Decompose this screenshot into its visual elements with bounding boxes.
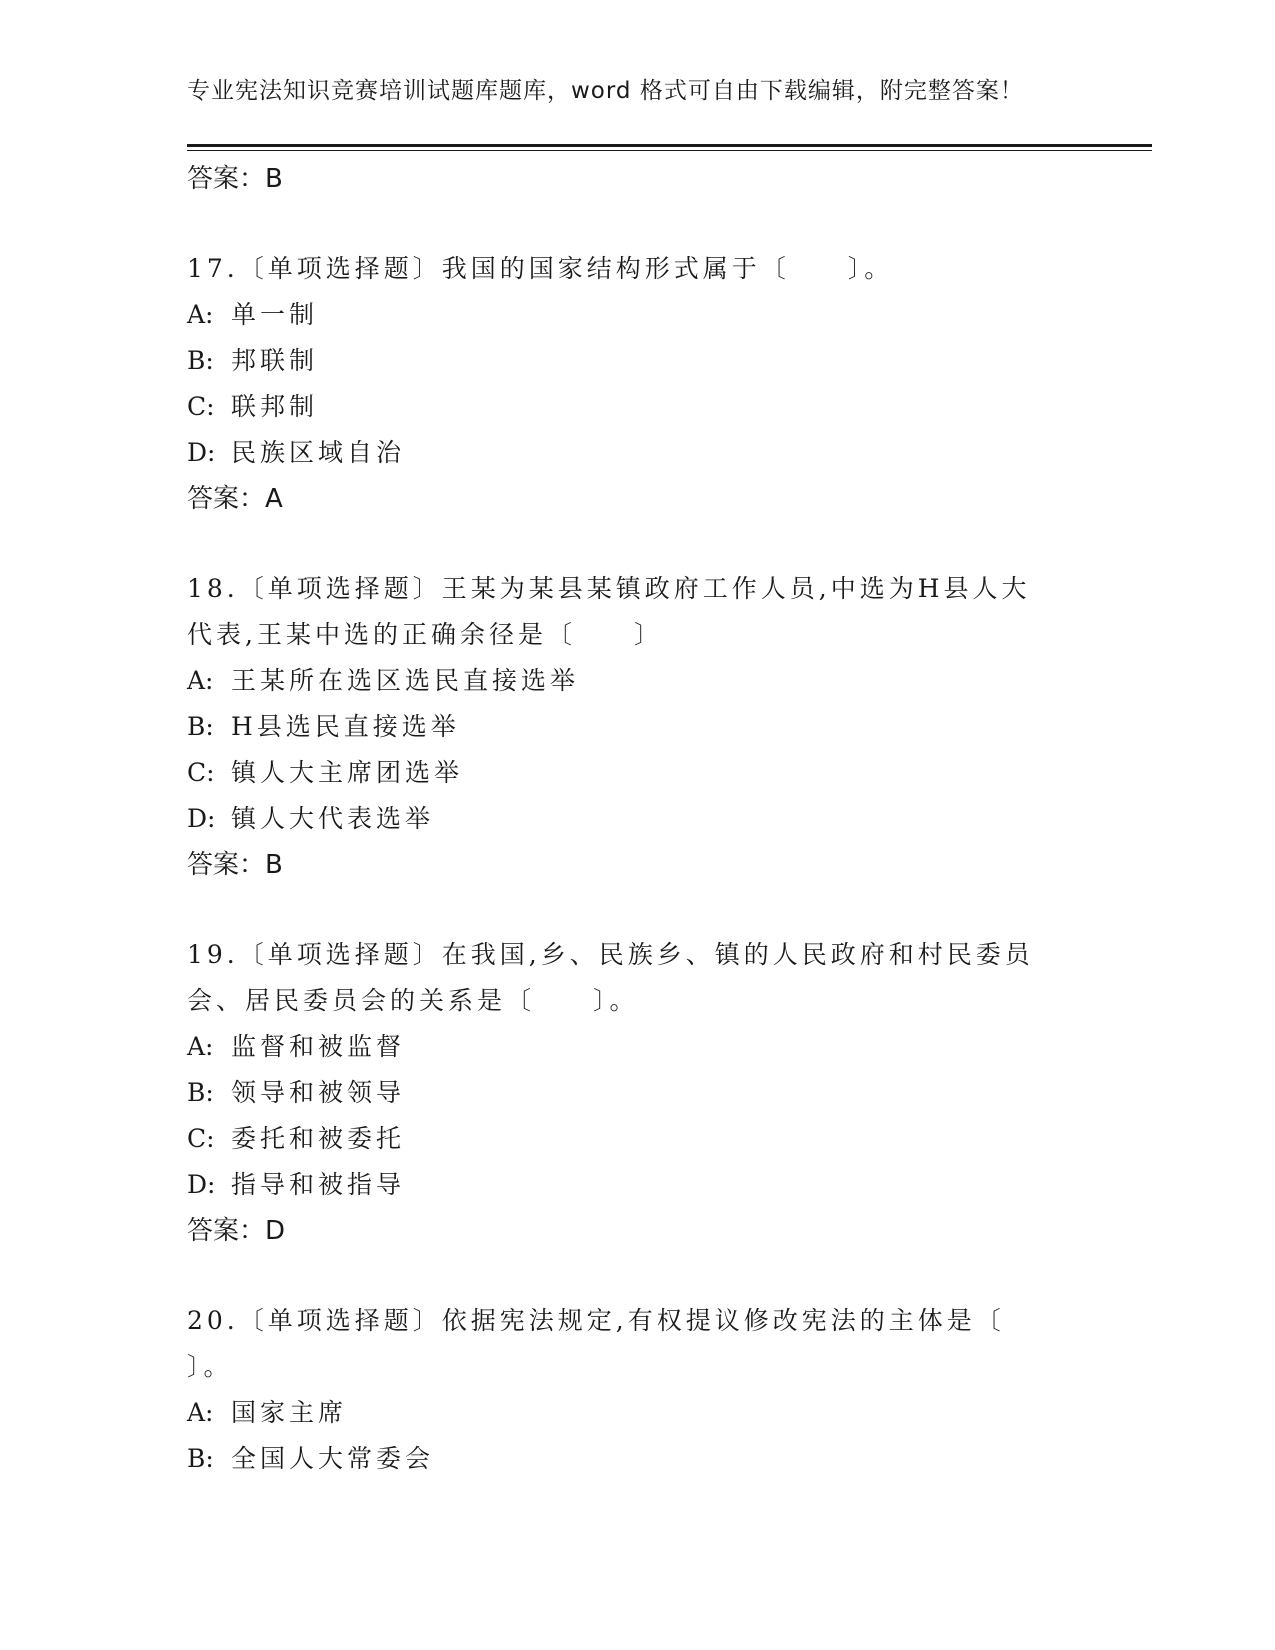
option-letter: A: xyxy=(187,1398,214,1427)
question-list xyxy=(187,156,1087,1482)
option-d xyxy=(187,430,1087,476)
option-letter: B: xyxy=(187,1078,214,1107)
option-b xyxy=(187,1070,1087,1116)
option-letter: D: xyxy=(187,438,216,467)
option-text: 国家主席 xyxy=(231,1398,348,1427)
option-letter: B: xyxy=(187,712,214,741)
option-a xyxy=(187,292,1087,338)
option-text: 镇人大主席团选举 xyxy=(231,758,464,787)
question-block xyxy=(187,566,1087,888)
answer-line: 答案：B xyxy=(187,850,283,880)
option-c xyxy=(187,1116,1087,1162)
question-stem: 19.〔单项选择题〕在我国,乡、民族乡、镇的人民政府和村民委员会、居民委员会的关系是〔 〕。 xyxy=(187,940,1034,1015)
question-block xyxy=(187,932,1087,1254)
option-text: 委托和被委托 xyxy=(231,1124,406,1153)
option-b xyxy=(187,1436,1087,1482)
option-letter: C: xyxy=(187,392,215,421)
option-text: 领导和被领导 xyxy=(231,1078,406,1107)
option-d xyxy=(187,1162,1087,1208)
answer-line: 答案：A xyxy=(187,484,283,514)
option-letter: B: xyxy=(187,346,214,375)
question-stem: 18.〔单项选择题〕王某为某县某镇政府工作人员,中选为H县人大代表,王某中选的正确余径是〔 〕 xyxy=(187,574,1031,649)
option-text: 监督和被监督 xyxy=(231,1032,406,1061)
option-a xyxy=(187,1024,1087,1070)
header-rule-thick xyxy=(187,144,1152,147)
question-block xyxy=(187,1298,1087,1482)
option-letter: C: xyxy=(187,1124,215,1153)
option-text: 全国人大常委会 xyxy=(231,1444,435,1473)
option-text: 王某所在选区选民直接选举 xyxy=(231,666,580,695)
option-letter: D: xyxy=(187,804,216,833)
option-text: 指导和被指导 xyxy=(231,1170,406,1199)
option-letter: A: xyxy=(187,300,214,329)
question-block xyxy=(187,246,1087,522)
question-stem: 17.〔单项选择题〕我国的国家结构形式属于〔 〕。 xyxy=(187,254,894,283)
question-stem: 20.〔单项选择题〕依据宪法规定,有权提议修改宪法的主体是〔 〕。 xyxy=(187,1306,1063,1381)
option-c xyxy=(187,384,1087,430)
option-text: 镇人大代表选举 xyxy=(231,804,435,833)
option-text: 单一制 xyxy=(231,300,319,329)
option-c xyxy=(187,750,1087,796)
answer-line: 答案：B xyxy=(187,164,283,194)
option-letter: C: xyxy=(187,758,215,787)
page-header: 专业宪法知识竞赛培训试题库题库，word 格式可自由下载编辑，附完整答案！ xyxy=(187,78,1024,104)
option-b xyxy=(187,704,1087,750)
option-letter: A: xyxy=(187,1032,214,1061)
option-a xyxy=(187,1390,1087,1436)
option-text: 联邦制 xyxy=(231,392,319,421)
option-letter: B: xyxy=(187,1444,214,1473)
answer-line: 答案：D xyxy=(187,1216,286,1246)
header-rule-thin xyxy=(187,150,1152,151)
option-b xyxy=(187,338,1087,384)
option-d xyxy=(187,796,1087,842)
option-text: 民族区域自治 xyxy=(231,438,406,467)
option-letter: D: xyxy=(187,1170,216,1199)
option-text: H县选民直接选举 xyxy=(231,712,460,741)
option-letter: A: xyxy=(187,666,214,695)
option-text: 邦联制 xyxy=(231,346,319,375)
option-a xyxy=(187,658,1087,704)
